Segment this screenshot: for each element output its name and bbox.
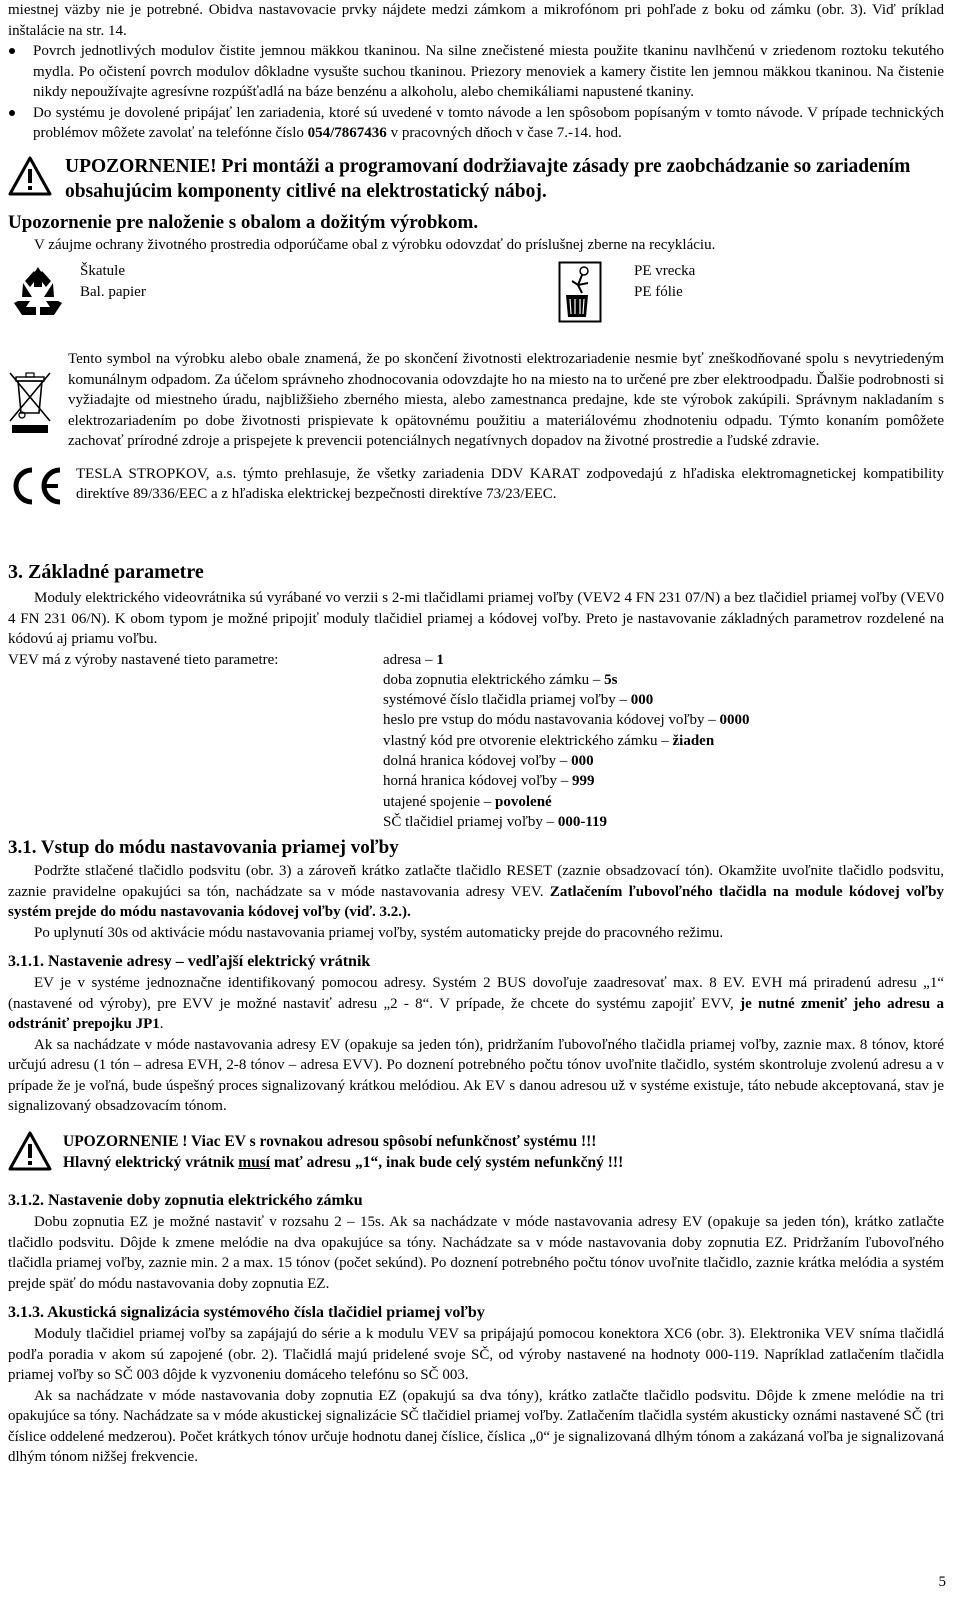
section-3-1-1-text: EV je v systéme jednoznačne identifikovaný pomocou adresy. Systém 2 BUS dovoľuje zaadresovať max. 8 EV. EVH má priradenú adresu „1“ (nastavené od výroby), pre EVV je možné nastaviť adresu „2 - 8“. V prípade, že chcete do systému zapojiť EVV, (8, 975, 944, 1012)
parameter-item (383, 792, 749, 812)
section-3-1-1-paragraph (8, 973, 944, 1035)
section-3-1-text: Podržte stlačené tlačidlo podsvitu (obr. 3) a zároveň krátko zatlačte tlačidlo RESET (zaznie obsadzovací tón). Okamžite uvoľnite tlačidlo podsvitu, zaznie pravidelne opakujúci sa tón, nachádzate sa v móde nastavovania adresy VEV. (8, 863, 944, 900)
plastic-items (634, 261, 695, 349)
weee-text: Tento symbol na výrobku alebo obale znamená, že po skončení životnosti elektrozariadenie nesmie byť zneškodňované spolu s nevytriedeným komunálnym odpadom. Za účelom správneho zhodnocovania odovzdajte ho na miesto na to určené pre zber elektroodpadu. Ďalšie podrobnosti si vyžiadajte od miestneho úradu, najbližšieho zberného miesta, alebo zamestnanca predajne, kde ste výrobok zakúpili. Správnym nakladaním s elektrozariadením po dobe životnosti prispievate k opätovnému použitiu a materiálovému zhodnoteniu odpadu. Týmto konaním pomôžete zachovať prírodné zdroje a prispejete k prevencii potenciálnych negatívnych dopadov na životné prostredie a ľudské zdravie. (68, 351, 944, 449)
parameter-name: systémové číslo tlačidla priamej voľby – (383, 692, 631, 709)
section-3-1-1-paragraph-2: Ak sa nachádzate v móde nastavovania adresy EV (opakuje sa jeden tón), pridržaním ľubovoľného tlačidla priamej voľby, zaznie max. 8 tónov, ktoré určujú adresu (1 tón – adresa EVH, 2-8 tónov – adresa EVV). Po doznení potrebného počtu tónov uvoľnite tlačidlo, systém skontroluje zvolenú adresu a v prípade že je voľná, bude úspešný proces signalizovaný krátkou melódiou. Ak EV s danou adresou už v systéme existuje, táto nebude akceptovaná, stav je signalizovaný obsadzovacím tónom. (8, 1036, 944, 1115)
address-warning-line-2 (63, 1152, 623, 1173)
address-warning-line-1: UPOZORNENIE ! Viac EV s rovnakou adresou spôsobí nefunkčnosť systému !!! (63, 1132, 597, 1150)
parameter-item (383, 690, 749, 710)
devices-bullet-end: v pracovných dňoch v čase 7.-14. hod. (386, 125, 622, 141)
parameter-item (383, 771, 749, 791)
parameter-value: 999 (571, 773, 595, 790)
parameter-name: doba zopnutia elektrického zámku – (383, 671, 605, 688)
packaging-heading: Upozornenie pre naloženie s obalom a dožitým výrobkom. (8, 211, 479, 233)
parameter-value: 000 (571, 752, 594, 769)
page-number: 5 (938, 1573, 946, 1590)
section-3-1-1-end: . (159, 1016, 164, 1033)
weee-notice (8, 349, 944, 452)
section-3-intro: Moduly elektrického videovrátnika sú vyrábané vo verzii s 2-mi tlačidlami priamej voľby (VEV2 4 FN 231 07/N) a bez tlačidiel priamej voľby (VEV0 4 FN 231 06/N). K obom typom je možné pripojiť moduly tlačidiel priamej a kódovej voľby. Preto je nastavovanie základných parametrov rozdelené na kódovú aj priamu voľbu. (8, 590, 944, 647)
parameter-name: horná hranica kódovej voľby – (383, 773, 572, 790)
devices-bullet (8, 103, 944, 144)
parameter-item (383, 812, 749, 832)
parameters-label: VEV má z výroby nastavené tieto parametre: (8, 651, 279, 668)
section-3-1-1-bold-text: je nutné zmeniť jeho adresu a odstrániť prepojku JP1 (8, 995, 945, 1033)
plastic-item: PE vrecka (634, 263, 696, 279)
parameters-list (383, 650, 749, 833)
section-3-1-bold-text: Zatlačením ľubovoľného tlačidla na module kódovej voľby systém prejde do módu nastavovania kódovej voľby (viď. 3.2.). (8, 883, 944, 921)
parameter-item (383, 650, 749, 670)
parameter-item (383, 710, 749, 730)
address-warning-text (63, 1131, 623, 1178)
section-3-1-3-heading: 3.1.3. Akustická signalizácia systémového čísla tlačidiel priamej voľby (8, 1304, 485, 1322)
ce-text: TESLA STROPKOV, a.s. týmto prehlasuje, že všetky zariadenia DDV KARAT zodpovedajú z hľadiska elektromagnetickej kompatibility direktíve 89/336/EEC a z hľadiska elektrickej bezpečnosti direktíve 73/23/EEC. (76, 465, 944, 502)
crossed-bin-icon (8, 369, 54, 452)
paper-recycling (8, 261, 558, 349)
waste-bin-icon (558, 261, 634, 349)
section-3-1-2-heading: 3.1.2. Nastavenie doby zopnutia elektrického zámku (8, 1192, 363, 1210)
warning-underlined: musí (238, 1153, 271, 1171)
parameter-value: povolené (495, 793, 552, 810)
warning-text-part: mať adresu „1“, inak bude celý systém nefunkčný !!! (270, 1153, 624, 1171)
section-3-1-3-paragraph-2: Ak sa nachádzate v móde nastavovania doby zopnutia EZ (opakujú sa dva tóny), krátko zatlačte tlačidlo podsvitu. Dôjde k zmene melódie na tri opakujúce sa tóny. Nachádzate sa v móde akustickej signalizácie SČ tlačidiel priamej voľby. Zatlačením tlačidla systém akusticky oznámi nastavené SČ (tri číslice oddelené medzerou). Počet krátkych tónov určuje hodnotu danej číslice, číslica „0“ je signalizovaná dlhým tónom a zakázaná voľba je signalizovaná dlhým tónom nižšej frekvencie. (8, 1387, 944, 1466)
document-page (8, 0, 944, 1468)
parameter-value: 000-119 (557, 813, 607, 830)
plastic-recycling (558, 261, 695, 349)
section-3-1-heading: 3.1. Vstup do módu nastavovania priamej voľby (8, 837, 399, 859)
parameter-value: 5s (604, 671, 618, 688)
address-warning (8, 1131, 944, 1178)
service-phone: 054/7867436 (307, 125, 387, 141)
parameter-name: adresa – (383, 651, 437, 668)
parameter-value: 1 (436, 651, 444, 668)
parameter-value: 0000 (719, 712, 750, 729)
ce-declaration (8, 464, 944, 513)
parameter-item (383, 731, 749, 751)
paper-item: Bal. papier (80, 283, 146, 300)
warning-triangle-icon (8, 1131, 54, 1178)
parameter-item (383, 670, 749, 690)
section-3-1-1-heading: 3.1.1. Nastavenie adresy – vedľajší elektrický vrátnik (8, 953, 371, 971)
paper-item: Škatule (80, 263, 125, 279)
recycling-row (8, 261, 944, 349)
esd-warning (8, 154, 944, 204)
plastic-item: PE fólie (634, 283, 683, 300)
warning-triangle-icon (8, 156, 54, 203)
devices-bullet-text: Do systému je dovolené pripájať len zariadenia, ktoré sú uvedené v tomto návode a len spôsobom popísaným v tomto návode. V prípade technických problémov môžete zavolať na telefónne číslo (33, 104, 944, 141)
continuation-paragraph: miestnej väzby nie je potrebné. Obidva nastavovacie prvky nájdete medzi zámkom a mikrofónom pri pohľade z boku od zámku (obr. 3). Viď príklad inštalácie na str. 14. (8, 2, 944, 39)
section-3-1-timeout: Po uplynutí 30s od aktivácie módu nastavovania priamej voľby, systém automaticky prejde do pracovného režimu. (34, 924, 724, 941)
packaging-intro: V záujme ochrany životného prostredia odporúčame obal z výrobku odovzdať do príslušnej zberne na recykláciu. (34, 236, 716, 253)
parameter-name: SČ tlačidiel priamej voľby – (383, 813, 558, 830)
esd-warning-text: UPOZORNENIE! Pri montáži a programovaní dodržiavajte zásady pre zaobchádzanie so zariadením obsahujúcim komponenty citlivé na elektrostatický náboj. (65, 155, 911, 202)
parameter-name: utajené spojenie – (383, 793, 496, 810)
recycle-icon (8, 263, 80, 349)
cleaning-bullet: Povrch jednotlivých modulov čistite jemnou mäkkou tkaninou. Na silne znečistené miesta použite tkaninu navlhčenú v zriedenom roztoku tekutého mydla. Po očistení povrch modulov dôkladne vysušte suchou tkaninou. Priezory menoviek a kamery čistite len jemnou mäkkou tkaninou. Na čistenie nikdy nepoužívajte agresívne rozpúšťadlá na báze benzénu a alkoholu, alebo chemikáliami napustené tkaniny. (8, 41, 944, 103)
section-3-heading: 3. Základné parametre (8, 561, 204, 583)
parameter-name: vlastný kód pre otvorenie elektrického zámku – (383, 732, 673, 749)
parameter-value: žiaden (672, 732, 715, 749)
maintenance-bullets (8, 41, 944, 144)
parameter-name: heslo pre vstup do módu nastavovania kódovej voľby – (383, 712, 720, 729)
ce-mark-icon (8, 466, 66, 513)
parameter-value: 000 (630, 692, 654, 709)
warning-text-part: Hlavný elektrický vrátnik (63, 1153, 239, 1171)
factory-parameters (8, 650, 944, 833)
section-3-1-paragraph (8, 861, 944, 923)
paper-items (80, 261, 146, 349)
section-3-1-2-paragraph: Dobu zopnutia EZ je možné nastaviť v rozsahu 2 – 15s. Ak sa nachádzate v móde nastavovania adresy EV (opakuje sa jeden tón), krátko zatlačte tlačidlo podsvitu. Dôjde k zmene melódie na dva opakujúce sa tóny. Nachádzate sa v móde nastavovania doby zopnutia EZ. Pridržaním ľubovoľného tlačidla priamej voľby, zaznie min. 2 a max. 15 tónov (počet sekúnd). Po doznení potrebného počtu tónov uvoľnite tlačidlo, zaznie krátka melódia a systém prejde späť do módu nastavovania doby zopnutia EZ. (8, 1214, 944, 1292)
parameter-item (383, 751, 749, 771)
section-3-1-3-paragraph: Moduly tlačidiel priamej voľby sa zapájajú do série a k modulu VEV sa pripájajú pomocou konektora XC6 (obr. 3). Elektronika VEV sníma tlačidlá podľa poradia v akom sú zapojené (obr. 2). Tlačidlá majú pridelené svoje SČ, od výroby nastavené na hodnoty 000-119. Napríklad zatlačením tlačidla priamej voľby so SČ 003 dôjde k vyzvoneniu domáceho telefónu so SČ 003. (8, 1326, 944, 1384)
parameter-name: dolná hranica kódovej voľby – (383, 752, 572, 769)
